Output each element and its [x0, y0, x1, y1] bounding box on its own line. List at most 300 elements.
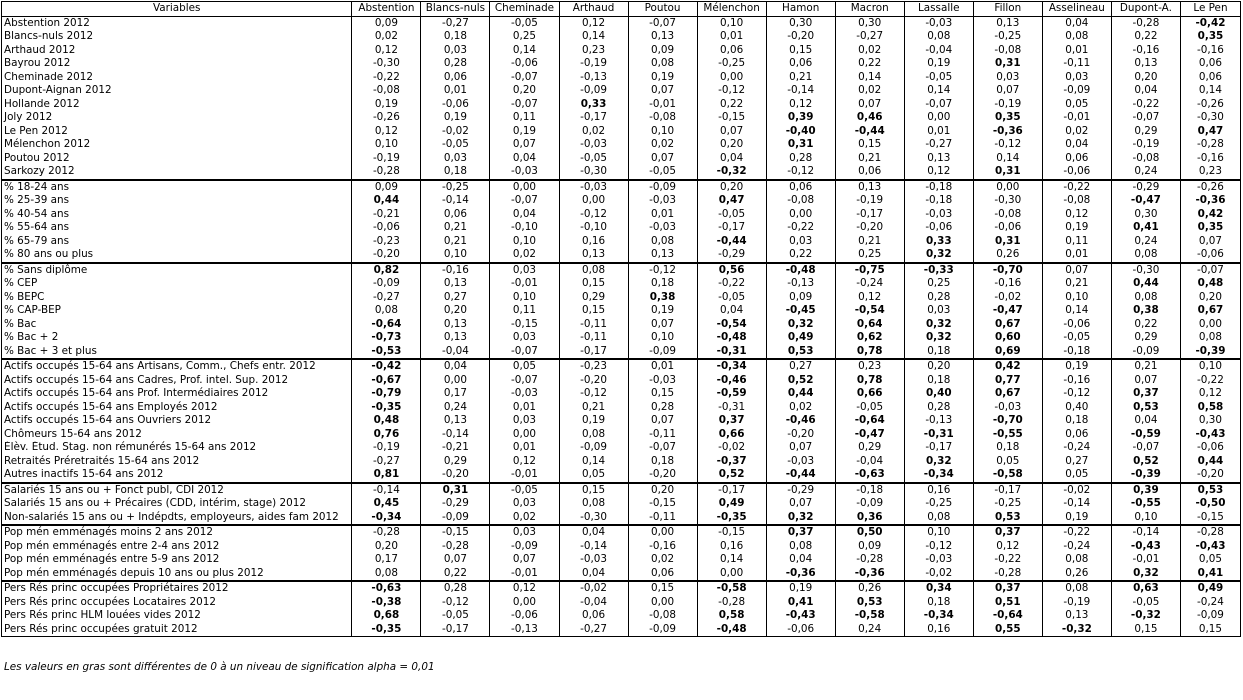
correlation-cell: -0,18	[1042, 345, 1111, 360]
correlation-cell: -0,36	[835, 567, 904, 582]
correlation-cell: -0,29	[1111, 180, 1180, 195]
correlation-cell: -0,46	[697, 374, 766, 388]
correlation-cell: 0,09	[766, 291, 835, 305]
correlation-cell: -0,12	[1042, 387, 1111, 401]
correlation-cell: 0,30	[1111, 208, 1180, 222]
correlation-cell: -0,35	[352, 401, 421, 415]
row-label: Joly 2012	[2, 111, 352, 125]
correlation-cell: 0,44	[1180, 455, 1240, 469]
correlation-cell: 0,60	[973, 331, 1042, 345]
correlation-cell: -0,07	[490, 374, 559, 388]
row-label: Pers Rés princ occupées Locataires 2012	[2, 596, 352, 610]
correlation-cell: -0,12	[766, 165, 835, 180]
correlation-cell: -0,44	[766, 468, 835, 483]
correlation-cell: -0,16	[421, 263, 490, 278]
correlation-cell: -0,16	[1180, 44, 1240, 58]
correlation-cell: -0,31	[697, 345, 766, 360]
table-row	[2, 138, 1241, 152]
correlation-cell: 0,25	[904, 277, 973, 291]
correlation-cell: -0,43	[766, 609, 835, 623]
correlation-cell: -0,10	[490, 221, 559, 235]
correlation-cell: 0,18	[904, 345, 973, 360]
correlation-cell: 0,26	[1042, 567, 1111, 582]
correlation-cell: 0,10	[904, 525, 973, 540]
correlation-cell: 0,37	[766, 525, 835, 540]
correlation-cell: 0,02	[559, 125, 628, 139]
correlation-cell: -0,03	[904, 553, 973, 567]
correlation-cell: -0,23	[352, 235, 421, 249]
table-row	[2, 221, 1241, 235]
table-row	[2, 165, 1241, 180]
correlation-cell: -0,09	[628, 345, 697, 360]
correlation-cell: 0,02	[490, 248, 559, 263]
correlation-cell: 0,02	[835, 84, 904, 98]
correlation-cell: -0,47	[835, 428, 904, 442]
column-header: Dupont-A.	[1111, 2, 1180, 17]
correlation-cell: 0,17	[421, 387, 490, 401]
correlation-cell: 0,32	[904, 331, 973, 345]
significance-note: Les valeurs en gras sont différentes de 0 à un niveau de signification alpha = 0,01	[4, 661, 435, 673]
correlation-cell: 0,08	[904, 30, 973, 44]
correlation-cell: 0,16	[559, 235, 628, 249]
correlation-cell: -0,12	[904, 540, 973, 554]
correlation-cell: -0,09	[628, 623, 697, 637]
correlation-cell: 0,37	[973, 525, 1042, 540]
correlation-cell: 0,31	[973, 165, 1042, 180]
row-label: Dupont-Aignan 2012	[2, 84, 352, 98]
correlation-cell: 0,39	[1111, 483, 1180, 498]
correlation-cell: 0,48	[352, 414, 421, 428]
correlation-cell: 0,08	[1042, 581, 1111, 596]
correlation-cell: 0,37	[1111, 387, 1180, 401]
correlation-cell: 0,06	[1042, 152, 1111, 166]
table-header	[2, 2, 1241, 17]
correlation-cell: 0,13	[559, 248, 628, 263]
table-row	[2, 180, 1241, 195]
correlation-cell: 0,19	[766, 581, 835, 596]
correlation-cell: 0,20	[1111, 71, 1180, 85]
row-label: % 40-54 ans	[2, 208, 352, 222]
table-row	[2, 497, 1241, 511]
correlation-cell: -0,47	[973, 304, 1042, 318]
correlation-cell: 0,00	[490, 596, 559, 610]
correlation-cell: -0,03	[628, 194, 697, 208]
correlation-cell: 0,03	[421, 152, 490, 166]
correlation-cell: 0,09	[835, 540, 904, 554]
correlation-cell: -0,08	[973, 44, 1042, 58]
correlation-cell: -0,07	[904, 98, 973, 112]
correlation-cell: -0,05	[697, 208, 766, 222]
correlation-cell: 0,15	[835, 138, 904, 152]
correlation-cell: -0,09	[490, 540, 559, 554]
correlation-cell: 0,01	[490, 441, 559, 455]
correlation-cell: 0,07	[973, 84, 1042, 98]
correlation-cell: 0,04	[1111, 84, 1180, 98]
correlation-cell: 0,01	[1042, 248, 1111, 263]
correlation-cell: -0,09	[559, 84, 628, 98]
correlation-cell: -0,05	[421, 609, 490, 623]
correlation-cell: -0,12	[697, 84, 766, 98]
correlation-cell: 0,28	[421, 581, 490, 596]
correlation-cell: -0,24	[1180, 596, 1240, 610]
table-row	[2, 194, 1241, 208]
table-row	[2, 455, 1241, 469]
correlation-cell: -0,09	[835, 497, 904, 511]
correlation-cell: -0,06	[904, 221, 973, 235]
correlation-cell: 0,01	[1042, 44, 1111, 58]
correlation-cell: -0,11	[628, 511, 697, 526]
row-label: Hollande 2012	[2, 98, 352, 112]
correlation-cell: 0,35	[973, 111, 1042, 125]
correlation-cell: -0,16	[1111, 44, 1180, 58]
correlation-cell: 0,00	[490, 180, 559, 195]
correlation-cell: -0,02	[697, 441, 766, 455]
correlation-cell: -0,11	[1042, 57, 1111, 71]
row-label: % 25-39 ans	[2, 194, 352, 208]
correlation-cell: 0,10	[697, 16, 766, 30]
correlation-cell: 0,49	[766, 331, 835, 345]
correlation-cell: 0,32	[766, 511, 835, 526]
correlation-cell: -0,27	[904, 138, 973, 152]
correlation-cell: -0,15	[697, 525, 766, 540]
correlation-cell: 0,52	[697, 468, 766, 483]
correlation-cell: 0,18	[628, 455, 697, 469]
correlation-cell: 0,07	[766, 497, 835, 511]
correlation-cell: -0,64	[973, 609, 1042, 623]
correlation-cell: 0,13	[973, 16, 1042, 30]
correlation-cell: 0,39	[766, 111, 835, 125]
correlation-cell: -0,20	[766, 30, 835, 44]
correlation-cell: 0,00	[421, 374, 490, 388]
correlation-cell: 0,03	[904, 304, 973, 318]
table-row	[2, 414, 1241, 428]
correlation-cell: -0,02	[559, 581, 628, 596]
table-row	[2, 483, 1241, 498]
correlation-cell: -0,19	[973, 98, 1042, 112]
correlation-cell: 0,18	[904, 596, 973, 610]
column-header: Mélenchon	[697, 2, 766, 17]
correlation-cell: 0,53	[766, 345, 835, 360]
correlation-cell: 0,08	[628, 57, 697, 71]
correlation-cell: -0,01	[490, 277, 559, 291]
correlation-cell: 0,81	[352, 468, 421, 483]
correlation-cell: 0,04	[559, 567, 628, 582]
correlation-cell: 0,13	[1111, 57, 1180, 71]
correlation-cell: -0,05	[904, 71, 973, 85]
correlation-cell: 0,32	[904, 248, 973, 263]
correlation-cell: 0,13	[421, 414, 490, 428]
correlation-cell: 0,76	[352, 428, 421, 442]
correlation-cell: 0,13	[835, 180, 904, 195]
correlation-cell: 0,12	[1180, 387, 1240, 401]
correlation-cell: -0,27	[352, 291, 421, 305]
correlation-cell: 0,19	[559, 414, 628, 428]
correlation-cell: -0,44	[835, 125, 904, 139]
correlation-cell: 0,14	[490, 44, 559, 58]
correlation-cell: 0,03	[490, 414, 559, 428]
correlation-cell: -0,26	[352, 111, 421, 125]
correlation-cell: -0,16	[973, 277, 1042, 291]
correlation-cell: 0,22	[697, 98, 766, 112]
correlation-cell: -0,05	[1111, 596, 1180, 610]
correlation-cell: 0,00	[973, 180, 1042, 195]
correlation-cell: -0,06	[1042, 165, 1111, 180]
correlation-cell: -0,02	[973, 291, 1042, 305]
correlation-cell: 0,26	[973, 248, 1042, 263]
correlation-cell: -0,58	[973, 468, 1042, 483]
correlation-cell: -0,42	[1180, 16, 1240, 30]
correlation-cell: 0,44	[766, 387, 835, 401]
row-label: Cheminade 2012	[2, 71, 352, 85]
correlation-cell: 0,07	[1111, 374, 1180, 388]
correlation-cell: -0,07	[490, 98, 559, 112]
correlation-cell: -0,43	[1111, 540, 1180, 554]
correlation-cell: -0,28	[352, 525, 421, 540]
correlation-cell: 0,19	[628, 71, 697, 85]
correlation-cell: 0,31	[766, 138, 835, 152]
correlation-cell: -0,14	[421, 428, 490, 442]
correlation-cell: -0,03	[973, 401, 1042, 415]
correlation-cell: 0,10	[1180, 359, 1240, 374]
row-label: Actifs occupés 15-64 ans Employés 2012	[2, 401, 352, 415]
correlation-cell: 0,20	[421, 304, 490, 318]
correlation-cell: 0,01	[628, 359, 697, 374]
column-header: Macron	[835, 2, 904, 17]
correlation-cell: 0,16	[904, 483, 973, 498]
correlation-cell: -0,05	[559, 152, 628, 166]
correlation-cell: 0,13	[628, 248, 697, 263]
correlation-cell: -0,05	[697, 291, 766, 305]
correlation-cell: -0,11	[559, 331, 628, 345]
correlation-cell: 0,56	[697, 263, 766, 278]
row-label: Actifs occupés 15-64 ans Artisans, Comm., Chefs entr. 2012	[2, 359, 352, 374]
correlation-cell: 0,09	[352, 180, 421, 195]
correlation-cell: 0,21	[1111, 359, 1180, 374]
correlation-cell: -0,73	[352, 331, 421, 345]
correlation-cell: 0,12	[1042, 208, 1111, 222]
correlation-cell: 0,13	[421, 331, 490, 345]
correlation-cell: -0,30	[1111, 263, 1180, 278]
correlation-cell: -0,07	[490, 194, 559, 208]
correlation-cell: -0,43	[1180, 428, 1240, 442]
row-label: Pop mén emménagés entre 2-4 ans 2012	[2, 540, 352, 554]
correlation-cell: -0,20	[628, 468, 697, 483]
correlation-cell: -0,11	[559, 318, 628, 332]
correlation-cell: -0,25	[421, 180, 490, 195]
correlation-cell: 0,14	[1042, 304, 1111, 318]
correlation-cell: 0,32	[904, 455, 973, 469]
row-label: Actifs occupés 15-64 ans Cadres, Prof. intel. Sup. 2012	[2, 374, 352, 388]
correlation-cell: -0,26	[1180, 98, 1240, 112]
correlation-cell: 0,37	[697, 414, 766, 428]
correlation-cell: 0,08	[559, 497, 628, 511]
correlation-cell: 0,50	[835, 525, 904, 540]
correlation-cell: -0,05	[490, 483, 559, 498]
table-row	[2, 57, 1241, 71]
correlation-cell: 0,53	[835, 596, 904, 610]
correlation-cell: 0,32	[1111, 567, 1180, 582]
correlation-cell: -0,07	[1180, 263, 1240, 278]
correlation-cell: 0,02	[490, 511, 559, 526]
correlation-cell: -0,24	[1042, 441, 1111, 455]
correlation-cell: 0,47	[1180, 125, 1240, 139]
correlation-cell: 0,20	[1180, 291, 1240, 305]
correlation-cell: -0,14	[1111, 525, 1180, 540]
table-row	[2, 596, 1241, 610]
correlation-cell: 0,02	[1042, 125, 1111, 139]
correlation-cell: -0,18	[835, 483, 904, 498]
table-row	[2, 291, 1241, 305]
correlation-cell: -0,08	[1111, 152, 1180, 166]
correlation-cell: -0,01	[1111, 553, 1180, 567]
correlation-cell: -0,28	[352, 165, 421, 180]
correlation-cell: -0,05	[835, 401, 904, 415]
correlation-cell: -0,22	[1042, 180, 1111, 195]
correlation-cell: -0,13	[490, 623, 559, 637]
correlation-cell: 0,17	[352, 553, 421, 567]
correlation-cell: 0,13	[421, 277, 490, 291]
correlation-cell: -0,70	[973, 414, 1042, 428]
correlation-cell: -0,28	[1180, 525, 1240, 540]
correlation-cell: 0,28	[421, 57, 490, 71]
correlation-cell: 0,10	[628, 331, 697, 345]
correlation-cell: -0,30	[1180, 111, 1240, 125]
correlation-cell: -0,04	[835, 455, 904, 469]
row-label: % Bac	[2, 318, 352, 332]
correlation-cell: 0,08	[559, 263, 628, 278]
correlation-cell: 0,45	[352, 497, 421, 511]
correlation-cell: -0,36	[973, 125, 1042, 139]
correlation-cell: 0,07	[1042, 263, 1111, 278]
correlation-cell: 0,06	[697, 44, 766, 58]
correlation-cell: -0,35	[352, 623, 421, 637]
correlation-cell: 0,21	[559, 401, 628, 415]
correlation-cell: 0,15	[1111, 623, 1180, 637]
correlation-table-container	[1, 1, 1241, 637]
correlation-cell: 0,04	[490, 152, 559, 166]
correlation-cell: 0,06	[1180, 71, 1240, 85]
correlation-cell: -0,20	[766, 428, 835, 442]
correlation-cell: -0,59	[697, 387, 766, 401]
row-label: Bayrou 2012	[2, 57, 352, 71]
table-row	[2, 304, 1241, 318]
row-label: Élèv. Étud. Stag. non rémunérés 15-64 ans 2012	[2, 441, 352, 455]
correlation-cell: 0,48	[1180, 277, 1240, 291]
correlation-cell: 0,09	[628, 44, 697, 58]
correlation-cell: -0,07	[1111, 111, 1180, 125]
correlation-cell: 0,31	[421, 483, 490, 498]
correlation-cell: -0,14	[559, 540, 628, 554]
correlation-cell: 0,12	[490, 455, 559, 469]
column-header-variables: Variables	[2, 2, 352, 17]
correlation-cell: -0,03	[904, 208, 973, 222]
correlation-cell: 0,67	[973, 318, 1042, 332]
correlation-cell: 0,07	[697, 125, 766, 139]
correlation-cell: 0,08	[766, 540, 835, 554]
correlation-cell: 0,58	[1180, 401, 1240, 415]
correlation-cell: -0,19	[835, 194, 904, 208]
correlation-cell: 0,40	[1042, 401, 1111, 415]
correlation-cell: 0,12	[352, 44, 421, 58]
correlation-cell: -0,32	[1111, 609, 1180, 623]
correlation-cell: 0,66	[697, 428, 766, 442]
correlation-cell: -0,16	[1180, 152, 1240, 166]
column-header: Lassalle	[904, 2, 973, 17]
correlation-cell: -0,79	[352, 387, 421, 401]
correlation-cell: -0,27	[835, 30, 904, 44]
table-row	[2, 401, 1241, 415]
row-label: % BEPC	[2, 291, 352, 305]
correlation-cell: -0,54	[697, 318, 766, 332]
column-header: Blancs-nuls	[421, 2, 490, 17]
correlation-cell: 0,15	[1180, 623, 1240, 637]
correlation-cell: 0,00	[559, 194, 628, 208]
correlation-cell: -0,06	[1042, 318, 1111, 332]
table-row	[2, 511, 1241, 526]
row-label: % CAP-BEP	[2, 304, 352, 318]
correlation-cell: -0,03	[766, 455, 835, 469]
correlation-cell: -0,17	[697, 483, 766, 498]
correlation-cell: 0,08	[1180, 331, 1240, 345]
correlation-cell: 0,12	[766, 98, 835, 112]
correlation-cell: 0,05	[1180, 553, 1240, 567]
correlation-cell: -0,28	[697, 596, 766, 610]
correlation-cell: -0,03	[490, 165, 559, 180]
correlation-cell: 0,08	[1042, 30, 1111, 44]
correlation-cell: -0,15	[697, 111, 766, 125]
correlation-cell: 0,03	[421, 44, 490, 58]
correlation-cell: -0,02	[904, 567, 973, 582]
table-row	[2, 71, 1241, 85]
correlation-cell: 0,04	[490, 208, 559, 222]
correlation-cell: -0,15	[1180, 511, 1240, 526]
correlation-cell: 0,01	[421, 84, 490, 98]
correlation-cell: -0,08	[973, 208, 1042, 222]
correlation-cell: 0,02	[628, 138, 697, 152]
correlation-cell: 0,62	[835, 331, 904, 345]
correlation-cell: -0,09	[1042, 84, 1111, 98]
correlation-cell: -0,14	[421, 194, 490, 208]
correlation-cell: -0,48	[697, 623, 766, 637]
correlation-cell: -0,02	[1042, 483, 1111, 498]
table-row	[2, 553, 1241, 567]
row-label: Pers Rés princ HLM louées vides 2012	[2, 609, 352, 623]
correlation-cell: -0,59	[1111, 428, 1180, 442]
correlation-cell: 0,03	[490, 497, 559, 511]
correlation-cell: -0,19	[1111, 138, 1180, 152]
correlation-cell: 0,67	[973, 387, 1042, 401]
correlation-cell: 0,10	[352, 138, 421, 152]
correlation-cell: 0,23	[1180, 165, 1240, 180]
correlation-cell: -0,03	[559, 138, 628, 152]
correlation-cell: -0,06	[973, 221, 1042, 235]
correlation-cell: -0,13	[559, 71, 628, 85]
row-label: Poutou 2012	[2, 152, 352, 166]
correlation-cell: 0,00	[628, 525, 697, 540]
correlation-cell: 0,25	[490, 30, 559, 44]
correlation-cell: 0,03	[766, 235, 835, 249]
correlation-cell: 0,27	[421, 291, 490, 305]
correlation-cell: 0,31	[973, 57, 1042, 71]
table-row	[2, 30, 1241, 44]
correlation-cell: 0,44	[1111, 277, 1180, 291]
correlation-cell: -0,04	[421, 345, 490, 360]
correlation-cell: -0,07	[628, 16, 697, 30]
correlation-cell: 0,07	[628, 414, 697, 428]
correlation-cell: -0,15	[490, 318, 559, 332]
correlation-cell: -0,06	[421, 98, 490, 112]
correlation-cell: -0,04	[904, 44, 973, 58]
